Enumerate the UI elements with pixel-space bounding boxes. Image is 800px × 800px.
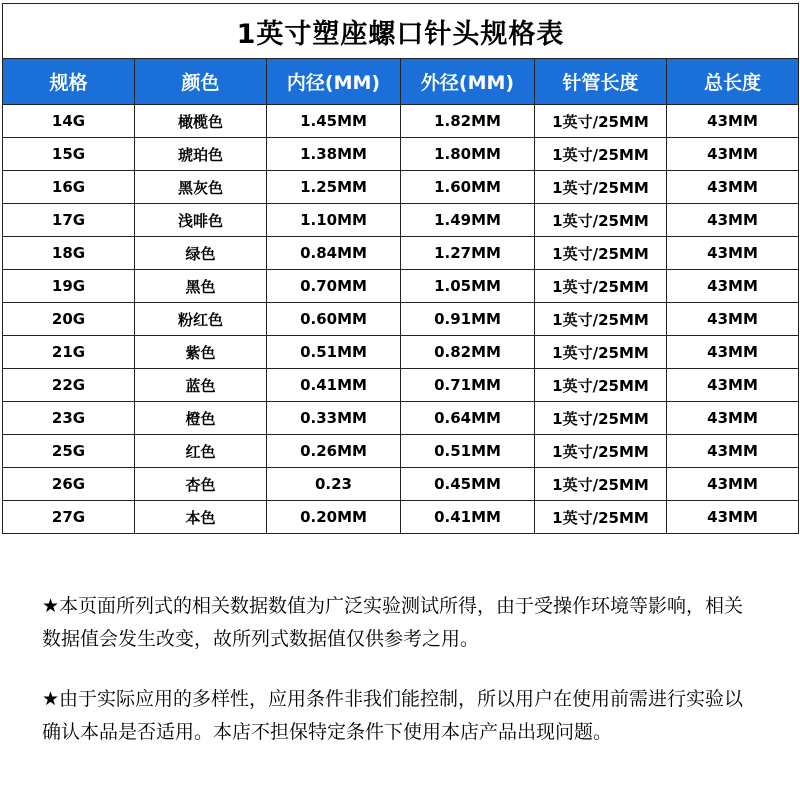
table-row <box>3 468 799 501</box>
table-cell: 1英寸/25MM <box>535 237 667 270</box>
table-cell: 43MM <box>667 138 799 171</box>
table-cell: 1.80MM <box>401 138 535 171</box>
table-cell: 0.51MM <box>401 435 535 468</box>
table-row <box>3 336 799 369</box>
table-cell: 0.82MM <box>401 336 535 369</box>
table-cell: 琥珀色 <box>135 138 267 171</box>
column-header: 总长度 <box>667 59 799 105</box>
table-cell: 0.41MM <box>401 501 535 534</box>
table-cell: 27G <box>3 501 135 534</box>
column-header: 规格 <box>3 59 135 105</box>
table-cell: 0.20MM <box>267 501 401 534</box>
spec-table <box>2 3 799 534</box>
table-cell: 0.84MM <box>267 237 401 270</box>
table-cell: 18G <box>3 237 135 270</box>
table-cell: 43MM <box>667 105 799 138</box>
table-cell: 43MM <box>667 237 799 270</box>
table-title: 1英寸塑座螺口针头规格表 <box>3 4 799 59</box>
table-body <box>3 105 799 534</box>
table-cell: 杏色 <box>135 468 267 501</box>
table-cell: 黑色 <box>135 270 267 303</box>
disclaimer-note-data: ★本页面所列式的相关数据数值为广泛实验测试所得，由于受操作环境等影响，相关数据值会发生改变，故所列式数据值仅供参考之用。 <box>42 595 744 650</box>
table-cell: 1英寸/25MM <box>535 270 667 303</box>
table-cell: 1.60MM <box>401 171 535 204</box>
table-cell: 1.05MM <box>401 270 535 303</box>
table-cell: 43MM <box>667 303 799 336</box>
table-row <box>3 105 799 138</box>
column-header: 外径(MM) <box>401 59 535 105</box>
table-cell: 1英寸/25MM <box>535 105 667 138</box>
table-cell: 0.33MM <box>267 402 401 435</box>
table-cell: 1英寸/25MM <box>535 468 667 501</box>
table-cell: 21G <box>3 336 135 369</box>
table-cell: 粉红色 <box>135 303 267 336</box>
table-cell: 19G <box>3 270 135 303</box>
table-cell: 43MM <box>667 171 799 204</box>
table-cell: 紫色 <box>135 336 267 369</box>
table-cell: 43MM <box>667 468 799 501</box>
table-cell: 43MM <box>667 270 799 303</box>
table-cell: 红色 <box>135 435 267 468</box>
table-cell: 1英寸/25MM <box>535 369 667 402</box>
table-cell: 0.51MM <box>267 336 401 369</box>
table-cell: 橙色 <box>135 402 267 435</box>
table-cell: 0.71MM <box>401 369 535 402</box>
table-cell: 43MM <box>667 402 799 435</box>
table-row <box>3 237 799 270</box>
table-cell: 1英寸/25MM <box>535 336 667 369</box>
table-cell: 黑灰色 <box>135 171 267 204</box>
table-cell: 1.10MM <box>267 204 401 237</box>
table-cell: 蓝色 <box>135 369 267 402</box>
table-cell: 43MM <box>667 501 799 534</box>
table-cell: 0.41MM <box>267 369 401 402</box>
table-row <box>3 501 799 534</box>
table-cell: 1.25MM <box>267 171 401 204</box>
table-cell: 1.38MM <box>267 138 401 171</box>
table-cell: 25G <box>3 435 135 468</box>
table-cell: 15G <box>3 138 135 171</box>
table-cell: 20G <box>3 303 135 336</box>
table-row <box>3 204 799 237</box>
table-cell: 0.23 <box>267 468 401 501</box>
table-cell: 43MM <box>667 204 799 237</box>
table-cell: 0.70MM <box>267 270 401 303</box>
table-cell: 本色 <box>135 501 267 534</box>
table-cell: 0.64MM <box>401 402 535 435</box>
table-cell: 1英寸/25MM <box>535 435 667 468</box>
table-row <box>3 171 799 204</box>
table-row <box>3 402 799 435</box>
table-cell: 1英寸/25MM <box>535 402 667 435</box>
table-cell: 23G <box>3 402 135 435</box>
table-cell: 43MM <box>667 435 799 468</box>
disclaimer-note-usage: ★由于实际应用的多样性，应用条件非我们能控制，所以用户在使用前需进行实验以确认本品是否适用。本店不担保特定条件下使用本店产品出现问题。 <box>42 688 744 743</box>
table-cell: 14G <box>3 105 135 138</box>
table-cell: 1.27MM <box>401 237 535 270</box>
table-cell: 0.91MM <box>401 303 535 336</box>
table-cell: 43MM <box>667 369 799 402</box>
table-cell: 1.45MM <box>267 105 401 138</box>
table-cell: 0.26MM <box>267 435 401 468</box>
table-cell: 1.82MM <box>401 105 535 138</box>
table-cell: 橄榄色 <box>135 105 267 138</box>
table-row <box>3 138 799 171</box>
table-cell: 16G <box>3 171 135 204</box>
table-cell: 1英寸/25MM <box>535 204 667 237</box>
table-cell: 26G <box>3 468 135 501</box>
table-header-row <box>3 59 799 105</box>
table-cell: 1.49MM <box>401 204 535 237</box>
table-row <box>3 435 799 468</box>
table-cell: 绿色 <box>135 237 267 270</box>
table-cell: 17G <box>3 204 135 237</box>
table-row <box>3 303 799 336</box>
table-cell: 43MM <box>667 336 799 369</box>
table-cell: 1英寸/25MM <box>535 501 667 534</box>
table-cell: 0.45MM <box>401 468 535 501</box>
column-header: 颜色 <box>135 59 267 105</box>
column-header: 内径(MM) <box>267 59 401 105</box>
table-cell: 0.60MM <box>267 303 401 336</box>
table-cell: 22G <box>3 369 135 402</box>
table-cell: 1英寸/25MM <box>535 138 667 171</box>
table-cell: 1英寸/25MM <box>535 171 667 204</box>
table-cell: 1英寸/25MM <box>535 303 667 336</box>
table-row <box>3 369 799 402</box>
column-header: 针管长度 <box>535 59 667 105</box>
table-cell: 浅啡色 <box>135 204 267 237</box>
table-row <box>3 270 799 303</box>
